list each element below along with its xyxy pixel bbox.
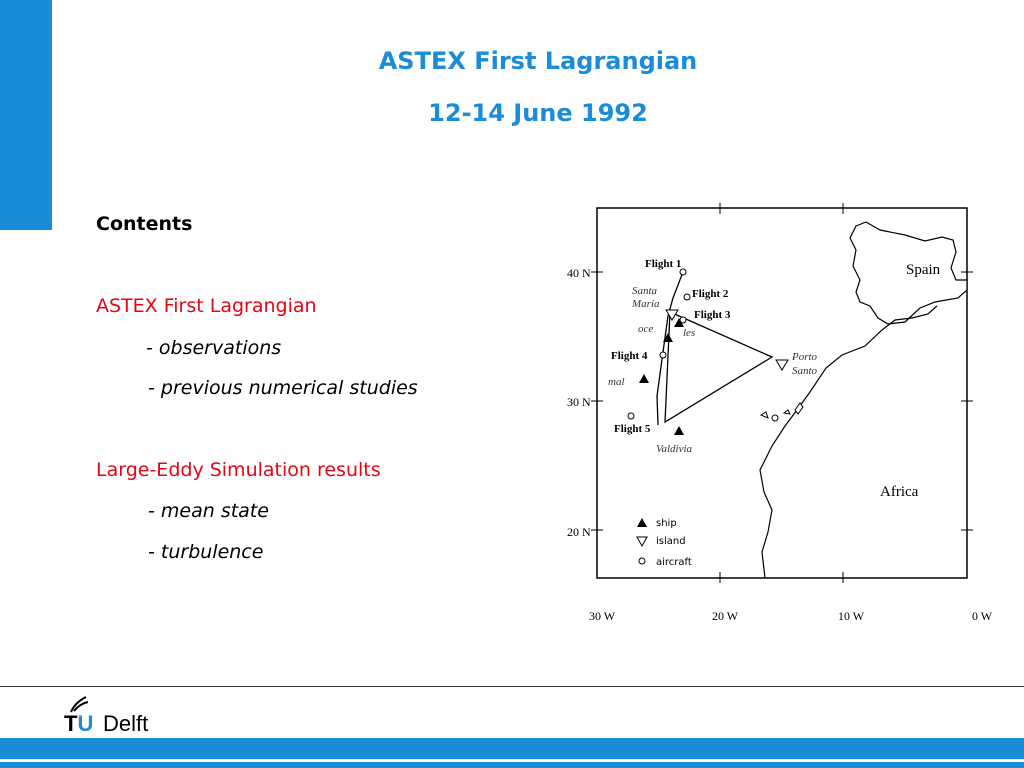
lon-label-30w: 30 W: [589, 609, 616, 623]
flight2-label: Flight 2: [692, 288, 729, 300]
label-valdivia: Valdivia: [656, 443, 693, 455]
footer-bar: [0, 738, 1024, 759]
lat-label-40n: 40 N: [567, 266, 591, 280]
lat-label-30n: 30 N: [567, 395, 591, 409]
item-observations: - observations: [146, 337, 282, 359]
label-les: les: [683, 327, 696, 339]
label-santo: Santo: [792, 365, 818, 377]
label-oce: oce: [638, 323, 654, 335]
lon-label-20w: 20 W: [712, 609, 739, 623]
section-astex-title: ASTEX First Lagrangian: [96, 295, 317, 317]
logo-tu: [64, 711, 93, 736]
tudelft-logo: [62, 692, 172, 736]
footer-bar-thin: [0, 762, 1024, 768]
item-previous-numerical-studies: - previous numerical studies: [148, 377, 418, 399]
logo-u: U: [77, 711, 94, 736]
logo-delft: Delft: [103, 711, 149, 736]
label-mal: mal: [608, 376, 625, 388]
astex-map: [550, 190, 1010, 630]
footer-divider: [0, 686, 1024, 687]
item-mean-state: - mean state: [148, 500, 269, 522]
slide-subtitle-date: 12-14 June 1992: [428, 99, 648, 127]
label-maria: Maria: [632, 298, 660, 310]
flight4-label: Flight 4: [611, 350, 648, 362]
contents-heading: Contents: [96, 213, 193, 235]
flame-icon: [71, 697, 88, 712]
label-porto: Porto: [792, 351, 818, 363]
label-spain: Spain: [906, 262, 941, 278]
lat-label-20n: 20 N: [567, 525, 591, 539]
label-africa: Africa: [880, 484, 919, 500]
logo-t: T: [64, 711, 78, 736]
lon-label-10w: 10 W: [838, 609, 865, 623]
legend-ship-label: ship: [656, 518, 677, 529]
slide-title: ASTEX First Lagrangian: [378, 47, 698, 75]
legend-island-label: island: [656, 536, 686, 547]
legend-aircraft-symbol: [639, 558, 645, 564]
flight1-label: Flight 1: [645, 258, 682, 270]
item-turbulence: - turbulence: [148, 541, 264, 563]
flight5-label: Flight 5: [614, 423, 651, 435]
label-santa: Santa: [632, 285, 658, 297]
lon-label-0w: 0 W: [972, 609, 993, 623]
contents-list: [96, 212, 418, 563]
legend-aircraft-label: aircraft: [656, 557, 692, 568]
flight3-label: Flight 3: [694, 309, 731, 321]
section-les-title: Large-Eddy Simulation results: [96, 459, 381, 481]
